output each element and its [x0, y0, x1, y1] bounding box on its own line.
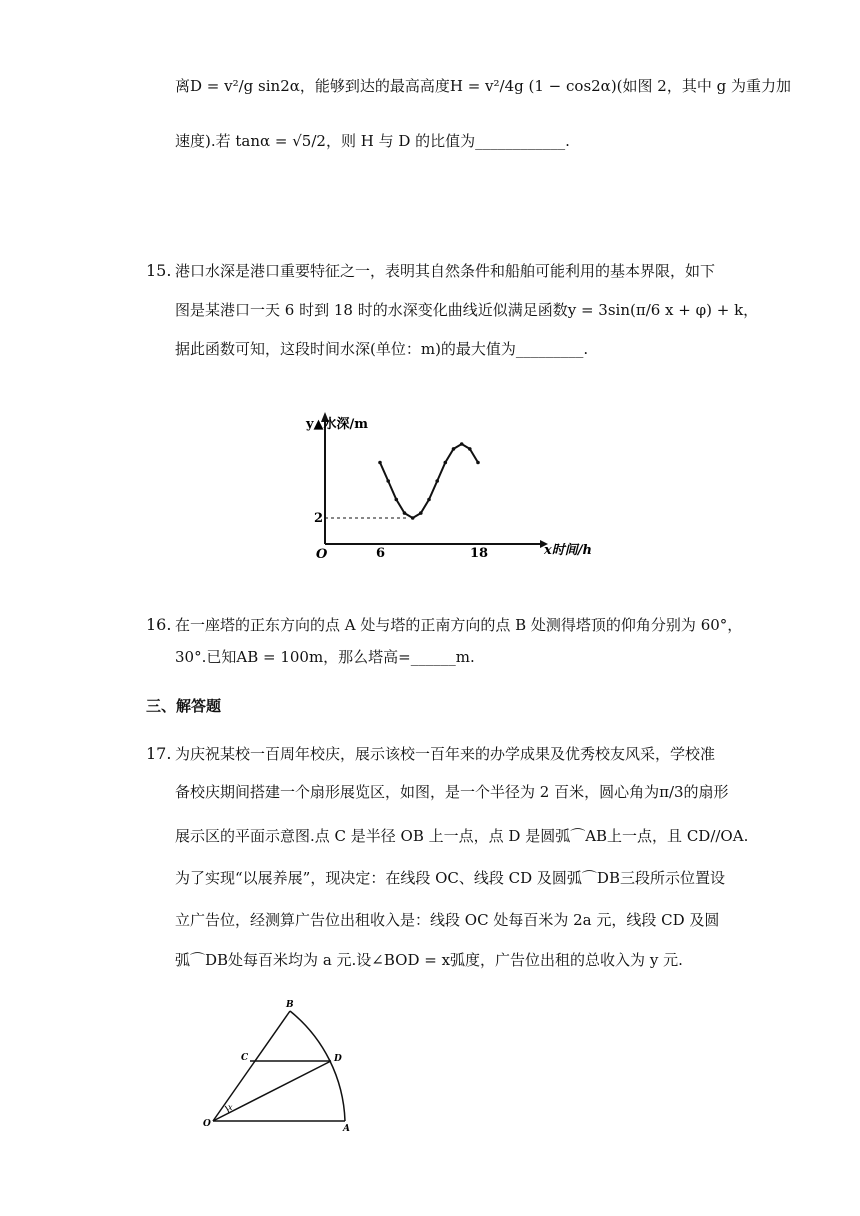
q17-line-1: 为庆祝某校一百周年校庆，展示该校一百年来的办学成果及优秀校友风采，学校准	[175, 745, 716, 763]
q17-line-5: 立广告位，经测算广告位出租收入是：线段 OC 处每百米为 2a 元，线段 CD 及圆	[175, 911, 720, 929]
x-tick-6: 6	[376, 546, 386, 561]
q17-line-6: 弧⌒DB处每百米均为 a 元.设∠BOD = x弧度，广告位出租的总收入为 y 元.	[175, 951, 683, 969]
depth-curve	[380, 444, 478, 518]
curve-group	[378, 442, 480, 520]
label-A: A	[343, 1124, 350, 1134]
q16-line-1: 在一座塔的正东方向的点 A 处与塔的正南方向的点 B 处测得塔顶的仰角分别为 60°，	[175, 616, 743, 634]
segment-OD	[213, 1061, 331, 1121]
q17-number: 17.	[146, 744, 172, 763]
y-axis-label: y▲水深/m	[306, 417, 369, 432]
data-point	[378, 461, 382, 465]
label-C: C	[241, 1053, 249, 1063]
q15-line-2: 图是某港口一天 6 时到 18 时的水深变化曲线近似满足函数y = 3sin(π/6 x + φ) + k，	[175, 301, 759, 319]
data-point	[476, 461, 480, 465]
label-O: O	[203, 1119, 211, 1129]
data-point	[403, 511, 407, 515]
data-point	[411, 516, 415, 520]
data-point	[468, 447, 472, 451]
q15-line-1: 港口水深是港口重要特征之一，表明其自然条件和船舶可能利用的基本界限，如下	[175, 262, 716, 280]
sector-diagram	[195, 995, 365, 1135]
label-D: D	[334, 1054, 342, 1064]
x-tick-18: 18	[470, 546, 489, 561]
data-point	[435, 479, 439, 483]
label-x: x	[228, 1103, 233, 1112]
radius-OB	[213, 1011, 290, 1121]
y-tick-2: 2	[314, 511, 324, 526]
q14-line-1: 离D = v²/g sin2α，能够到达的最高高度H = v²/4g (1 − cos2α)(如图 2，其中 g 为重力加	[175, 77, 791, 95]
x-axis-label: x时间/h	[544, 543, 592, 558]
q17-line-3: 展示区的平面示意图.点 C 是半径 OB 上一点，点 D 是圆弧⌒AB上一点，且 CD//OA.	[175, 827, 749, 845]
label-B: B	[286, 1000, 294, 1010]
q16-line-2: 30°.已知AB = 100m，那么塔高=______m.	[175, 648, 475, 666]
section-title: 三、解答题	[146, 697, 222, 715]
q15-line-3: 据此函数可知，这段时间水深(单位：m)的最大值为_________.	[175, 340, 589, 358]
data-point	[419, 511, 423, 515]
q15-number: 15.	[146, 261, 172, 280]
data-point	[452, 447, 456, 451]
arc-AB	[290, 1011, 345, 1121]
q14-line-2: 速度).若 tanα = √5/2，则 H 与 D 的比值为____________.	[175, 132, 570, 150]
origin-label: O	[316, 547, 328, 562]
q17-line-2: 备校庆期间搭建一个扇形展览区，如图，是一个半径为 2 百米，圆心角为π/3的扇形	[175, 783, 729, 801]
q17-line-4: 为了实现“以展养展”，现决定：在线段 OC、线段 CD 及圆弧⌒DB三段所示位置设	[175, 869, 725, 887]
water-depth-chart	[300, 400, 592, 562]
data-point	[460, 442, 464, 446]
data-point	[395, 498, 399, 502]
data-point	[427, 498, 431, 502]
data-point	[386, 479, 390, 483]
q16-number: 16.	[146, 615, 172, 634]
data-point	[444, 461, 448, 465]
